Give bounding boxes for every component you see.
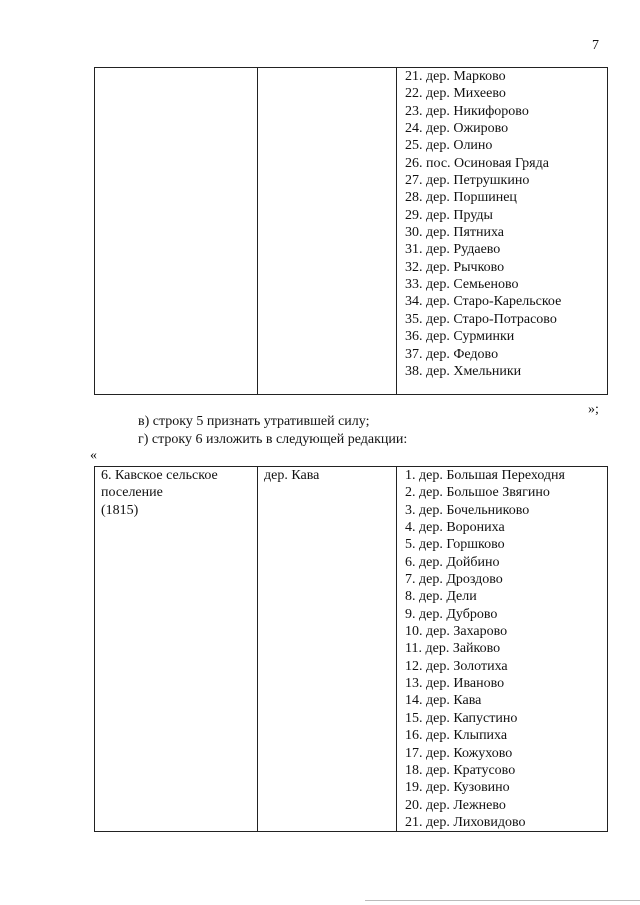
village-item: 20. дер. Лежнево	[405, 797, 506, 813]
village-item: 22. дер. Михеево	[405, 86, 506, 102]
village-item: 27. дер. Петрушкино	[405, 173, 530, 189]
admin-center-name: дер. Кава	[264, 468, 320, 483]
table-row	[95, 68, 608, 395]
village-item: 24. дер. Ожирово	[405, 121, 509, 137]
village-item: 13. дер. Иваново	[405, 676, 505, 692]
settlement-code: (1815)	[101, 502, 139, 518]
settlements-table-continued	[94, 67, 608, 395]
village-item: 3. дер. Бочельниково	[405, 502, 530, 518]
closing-quote: »;	[588, 402, 599, 417]
village-item: 11. дер. Зайково	[405, 641, 501, 657]
amendment-item-v: в) строку 5 признать утратившей силу;	[138, 414, 370, 429]
village-item: 37. дер. Федово	[405, 346, 499, 362]
settlement-cell	[95, 467, 258, 832]
village-item: 28. дер. Поршинец	[405, 190, 517, 206]
scan-artifact-line	[365, 900, 640, 901]
settlement-name-line2: поселение	[101, 485, 163, 501]
settlements-table-new	[94, 466, 608, 832]
village-item: 5. дер. Горшково	[405, 537, 505, 553]
village-item: 23. дер. Никифорово	[405, 103, 529, 119]
village-item: 35. дер. Старо-Потрасово	[405, 311, 557, 327]
village-item: 38. дер. Хмельники	[405, 363, 522, 379]
opening-quote: «	[90, 448, 97, 463]
village-item: 12. дер. Золотиха	[405, 658, 508, 674]
village-item: 31. дер. Рудаево	[405, 242, 501, 258]
village-item: 17. дер. Кожухово	[405, 745, 513, 761]
village-item: 10. дер. Захарово	[405, 624, 508, 640]
admin-center-cell	[258, 467, 397, 832]
village-item: 15. дер. Капустино	[405, 710, 518, 726]
village-item: 36. дер. Сурминки	[405, 329, 515, 345]
village-item: 4. дер. Ворониха	[405, 520, 505, 536]
village-item: 2. дер. Большое Звягино	[405, 485, 550, 501]
village-item: 1. дер. Большая Переходня	[405, 468, 565, 483]
village-item: 33. дер. Семьеново	[405, 277, 519, 293]
village-item: 7. дер. Дроздово	[405, 572, 503, 588]
village-item: 34. дер. Старо-Карельское	[405, 294, 562, 310]
table-row	[95, 467, 608, 832]
village-item: 21. дер. Лиховидово	[405, 814, 526, 830]
admin-center-cell	[258, 68, 397, 395]
villages-cell	[397, 467, 608, 832]
village-item: 32. дер. Рычково	[405, 259, 505, 275]
village-item: 29. дер. Пруды	[405, 207, 493, 223]
village-item: 18. дер. Кратусово	[405, 762, 516, 778]
village-item: 8. дер. Дели	[405, 589, 477, 605]
village-item: 25. дер. Олино	[405, 138, 493, 154]
village-item: 16. дер. Клыпиха	[405, 728, 508, 744]
village-item: 26. пос. Осиновая Гряда	[405, 155, 549, 171]
page-number: 7	[592, 38, 599, 53]
village-item: 9. дер. Дуброво	[405, 606, 498, 622]
settlement-cell	[95, 68, 258, 395]
village-item: 19. дер. Кузовино	[405, 780, 510, 796]
villages-cell	[397, 68, 608, 395]
village-item: 21. дер. Марково	[405, 69, 506, 84]
village-item: 14. дер. Кава	[405, 693, 482, 709]
village-item: 30. дер. Пятниха	[405, 225, 505, 241]
amendment-item-g: г) строку 6 изложить в следующей редакции:	[138, 432, 408, 447]
settlement-name-line1: 6. Кавское сельское	[101, 468, 218, 483]
village-item: 6. дер. Дойбино	[405, 554, 500, 570]
